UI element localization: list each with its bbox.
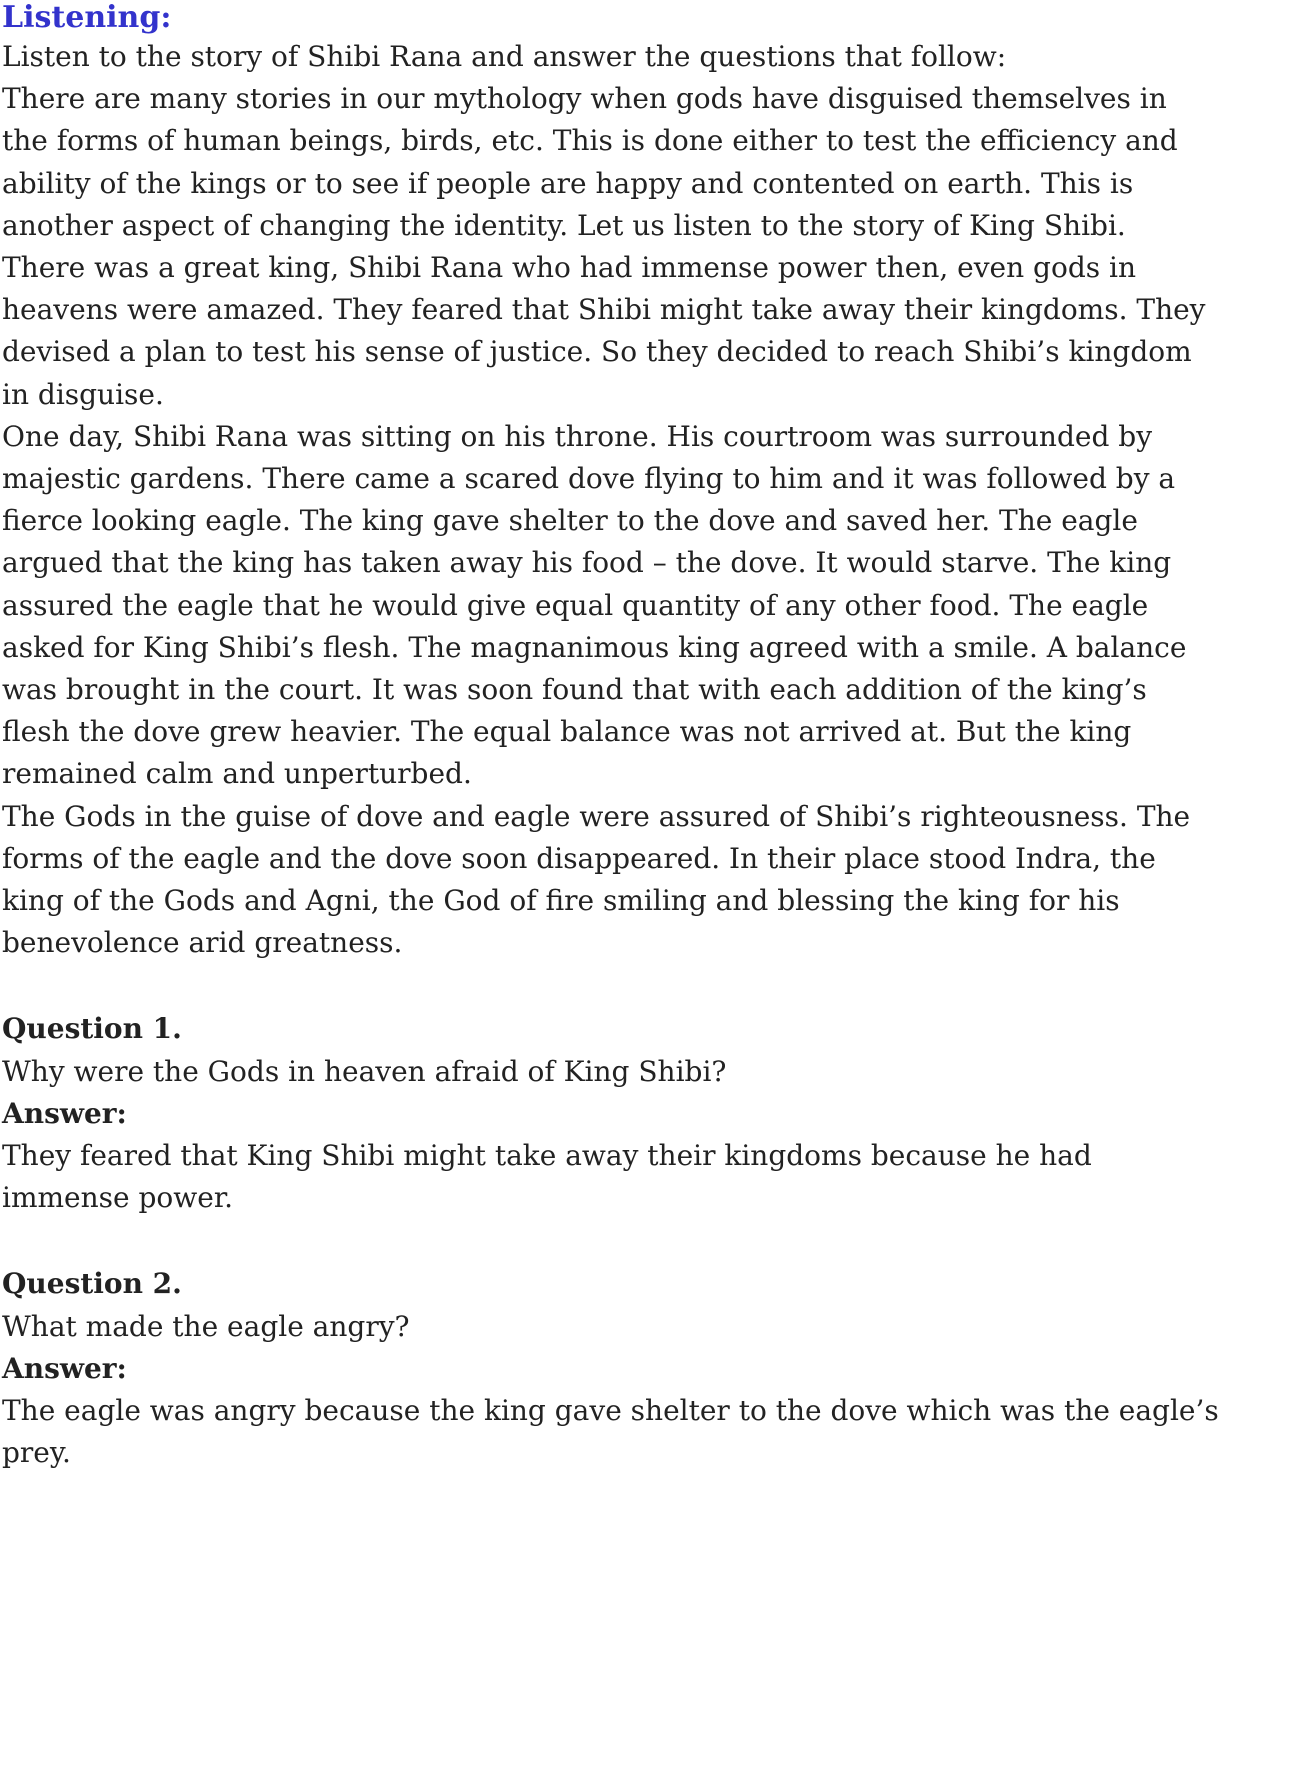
answer-label: Answer: [2, 1351, 127, 1385]
story-line: majestic gardens. There came a scared dove flying to him and it was followed by a [2, 462, 1176, 496]
question-text [2, 1306, 1289, 1348]
intro-line: another aspect of changing the identity. Let us listen to the story of King Shibi. [2, 208, 1126, 242]
question-label: Question 2. [2, 1267, 182, 1301]
story-line: assured the eagle that he would give equal quantity of any other food. The eagle [2, 588, 1149, 622]
story-line: heavens were amazed. They feared that Shibi might take away their kingdoms. They [2, 293, 1206, 327]
story-line: The Gods in the guise of dove and eagle were assured of Shibi’s righteousness. The [2, 799, 1191, 833]
story-line: devised a plan to test his sense of justice. So they decided to reach Shibi’s kingdom [2, 335, 1192, 369]
qa-block-2 [2, 1263, 1289, 1474]
qa-block-1 [2, 1008, 1289, 1219]
story-line: remained calm and unperturbed. [2, 757, 472, 791]
story-line: asked for King Shibi’s flesh. The magnanimous king agreed with a smile. A balance [2, 630, 1187, 664]
answer-line: prey. [2, 1436, 71, 1470]
answer-line: They feared that King Shibi might take away their kingdoms because he had [2, 1139, 1092, 1173]
story-paragraph-1 [2, 247, 1289, 416]
story-line: argued that the king has taken away his food – the dove. It would starve. The king [2, 546, 1172, 580]
intro-paragraph [2, 36, 1289, 247]
story-line: was brought in the court. It was soon found that with each addition of the king’s [2, 673, 1147, 707]
story-line: flesh the dove grew heavier. The equal balance was not arrived at. But the king [2, 715, 1132, 749]
answer-text [2, 1135, 1289, 1219]
question-line: Why were the Gods in heaven afraid of King Shibi? [2, 1054, 727, 1088]
story-line: king of the Gods and Agni, the God of fire smiling and blessing the king for his [2, 884, 1120, 918]
answer-label: Answer: [2, 1096, 127, 1130]
question-text [2, 1051, 1289, 1093]
story-line: forms of the eagle and the dove soon disappeared. In their place stood Indra, the [2, 841, 1156, 875]
story-paragraph-2 [2, 416, 1289, 796]
answer-line: The eagle was angry because the king gave shelter to the dove which was the eagle’s [2, 1394, 1219, 1428]
intro-line: ability of the kings or to see if people are happy and contented on earth. This is [2, 166, 1134, 200]
story-line: in disguise. [2, 377, 164, 411]
intro-instruction: Listen to the story of Shibi Rana and answer the questions that follow: [2, 40, 1007, 73]
story-line: fierce looking eagle. The king gave shelter to the dove and saved her. The eagle [2, 504, 1138, 538]
story-paragraph-3 [2, 796, 1289, 965]
story-line: There was a great king, Shibi Rana who had immense power then, even gods in [2, 251, 1137, 285]
section-heading: Listening: [2, 0, 172, 35]
story-line: benevolence arid greatness. [2, 926, 403, 960]
intro-line: the forms of human beings, birds, etc. This is done either to test the efficiency and [2, 124, 1178, 158]
story-line: One day, Shibi Rana was sitting on his throne. His courtroom was surrounded by [2, 419, 1153, 453]
question-label: Question 1. [2, 1012, 182, 1046]
answer-line: immense power. [2, 1181, 234, 1215]
answer-text [2, 1390, 1289, 1474]
question-line: What made the eagle angry? [2, 1309, 410, 1343]
intro-line: There are many stories in our mythology when gods have disguised themselves in [2, 82, 1167, 116]
